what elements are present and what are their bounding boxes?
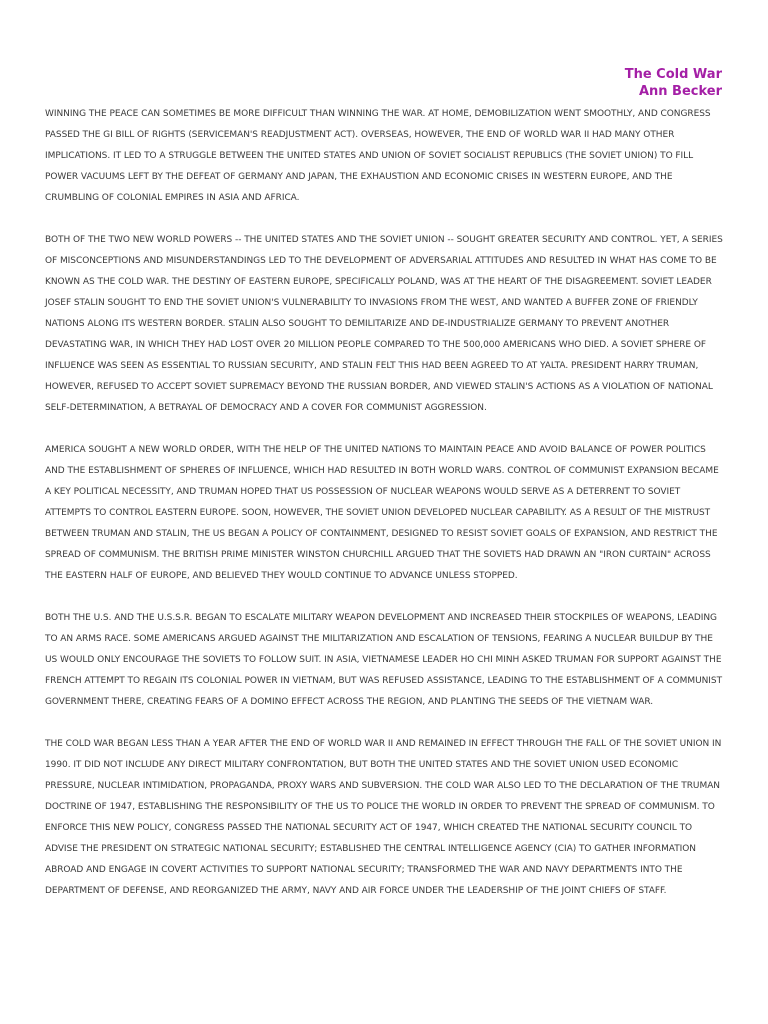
paragraph: THE COLD WAR BEGAN LESS THAN A YEAR AFTER THE END OF WORLD WAR II AND REMAINED IN EFFECT THROUGH THE FALL OF THE SOVIET UNION IN 1990. IT DID NOT INCLUDE ANY DIRECT MILITARY CONFRONTATION, BUT BOTH THE UNITED STATES AND THE SOVIET UNION USED ECONOMIC PRESSURE, NUCLEAR INTIMIDATION, PROPAGANDA, PROXY WARS AND SUBVERSION. THE COLD WAR ALSO LED TO THE DECLARATION OF THE TRUMAN DOCTRINE OF 1947, ESTABLISHING THE RESPONSIBILITY OF THE US TO POLICE THE WORLD IN ORDER TO PREVENT THE SPREAD OF COMMUNISM. TO ENFORCE THIS NEW POLICY, CONGRESS PASSED THE NATIONAL SECURITY ACT OF 1947, WHICH CREATED THE NATIONAL SECURITY COUNCIL TO ADVISE THE PRESIDENT ON STRATEGIC NATIONAL SECURITY; ESTABLISHED THE CENTRAL INTELLIGENCE AGENCY (CIA) TO GATHER INFORMATION ABROAD AND ENGAGE IN COVERT ACTIVITIES TO SUPPORT NATIONAL SECURITY; TRANSFORMED THE WAR AND NAVY DEPARTMENTS INTO THE DEPARTMENT OF DEFENSE, AND REORGANIZED THE ARMY, NAVY AND AIR FORCE UNDER THE LEADERSHIP OF THE JOINT CHIEFS OF STAFF.: [45, 739, 722, 896]
paragraph: BOTH THE U.S. AND THE U.S.S.R. BEGAN TO ESCALATE MILITARY WEAPON DEVELOPMENT AND INCREASED THEIR STOCKPILES OF WEAPONS, LEADING TO AN ARMS RACE. SOME AMERICANS ARGUED AGAINST THE MILITARIZATION AND ESCALATION OF TENSIONS, FEARING A NUCLEAR BUILDUP BY THE US WOULD ONLY ENCOURAGE THE SOVIETS TO FOLLOW SUIT. IN ASIA, VIETNAMESE LEADER HO CHI MINH ASKED TRUMAN FOR SUPPORT AGAINST THE FRENCH ATTEMPT TO REGAIN ITS COLONIAL POWER IN VIETNAM, BUT WAS REFUSED ASSISTANCE, LEADING TO THE ESTABLISHMENT OF A COMMUNIST GOVERNMENT THERE, CREATING FEARS OF A DOMINO EFFECT ACROSS THE REGION, AND PLANTING THE SEEDS OF THE VIETNAM WAR.: [45, 613, 723, 707]
document-title: The Cold War: [624, 67, 722, 82]
document-body: [45, 104, 727, 923]
document-author: Ann Becker: [638, 84, 722, 99]
paragraph: WINNING THE PEACE CAN SOMETIMES BE MORE DIFFICULT THAN WINNING THE WAR. AT HOME, DEMOBILIZATION WENT SMOOTHLY, AND CONGRESS PASSED THE GI BILL OF RIGHTS (SERVICEMAN'S READJUSTMENT ACT). OVERSEAS, HOWEVER, THE END OF WORLD WAR II HAD MANY OTHER IMPLICATIONS. IT LED TO A STRUGGLE BETWEEN THE UNITED STATES AND UNION OF SOVIET SOCIALIST REPUBLICS (THE SOVIET UNION) TO FILL POWER VACUUMS LEFT BY THE DEFEAT OF GERMANY AND JAPAN, THE EXHAUSTION AND ECONOMIC CRISES IN WESTERN EUROPE, AND THE CRUMBLING OF COLONIAL EMPIRES IN ASIA AND AFRICA.: [45, 109, 711, 203]
paragraph: AMERICA SOUGHT A NEW WORLD ORDER, WITH THE HELP OF THE UNITED NATIONS TO MAINTAIN PEACE AND AVOID BALANCE OF POWER POLITICS AND THE ESTABLISHMENT OF SPHERES OF INFLUENCE, WHICH HAD RESULTED IN BOTH WORLD WARS. CONTROL OF COMMUNIST EXPANSION BECAME A KEY POLITICAL NECESSITY, AND TRUMAN HOPED THAT US POSSESSION OF NUCLEAR WEAPONS WOULD SERVE AS A DETERRENT TO SOVIET ATTEMPTS TO CONTROL EASTERN EUROPE. SOON, HOWEVER, THE SOVIET UNION DEVELOPED NUCLEAR CAPABILITY. AS A RESULT OF THE MISTRUST BETWEEN TRUMAN AND STALIN, THE US BEGAN A POLICY OF CONTAINMENT, DESIGNED TO RESIST SOVIET GOALS OF EXPANSION, AND RESTRICT THE SPREAD OF COMMUNISM. THE BRITISH PRIME MINISTER WINSTON CHURCHILL ARGUED THAT THE SOVIETS HAD DRAWN AN "IRON CURTAIN" ACROSS THE EASTERN HALF OF EUROPE, AND BELIEVED THEY WOULD CONTINUE TO ADVANCE UNLESS STOPPED.: [45, 445, 719, 581]
paragraph: BOTH OF THE TWO NEW WORLD POWERS -- THE UNITED STATES AND THE SOVIET UNION -- SOUGHT GREATER SECURITY AND CONTROL. YET, A SERIES OF MISCONCEPTIONS AND MISUNDERSTANDINGS LED TO THE DEVELOPMENT OF ADVERSARIAL ATTITUDES AND RESULTED IN WHAT HAS COME TO BE KNOWN AS THE COLD WAR. THE DESTINY OF EASTERN EUROPE, SPECIFICALLY POLAND, WAS AT THE HEART OF THE DISAGREEMENT. SOVIET LEADER JOSEF STALIN SOUGHT TO END THE SOVIET UNION'S VULNERABILITY TO INVASIONS FROM THE WEST, AND WANTED A BUFFER ZONE OF FRIENDLY NATIONS ALONG ITS WESTERN BORDER. STALIN ALSO SOUGHT TO DEMILITARIZE AND DE-INDUSTRIALIZE GERMANY TO PREVENT ANOTHER DEVASTATING WAR, IN WHICH THEY HAD LOST OVER 20 MILLION PEOPLE COMPARED TO THE 500,000 AMERICANS WHO DIED. A SOVIET SPHERE OF INFLUENCE WAS SEEN AS ESSENTIAL TO RUSSIAN SECURITY, AND STALIN FELT THIS HAD BEEN AGREED TO AT YALTA. PRESIDENT HARRY TRUMAN, HOWEVER, REFUSED TO ACCEPT SOVIET SUPREMACY BEYOND THE RUSSIAN BORDER, AND VIEWED STALIN'S ACTIONS AS A VIOLATION OF NATIONAL SELF-DETERMINATION, A BETRAYAL OF DEMOCRACY AND A COVER FOR COMMUNIST AGGRESSION.: [45, 235, 723, 413]
document-header: [625, 66, 722, 100]
